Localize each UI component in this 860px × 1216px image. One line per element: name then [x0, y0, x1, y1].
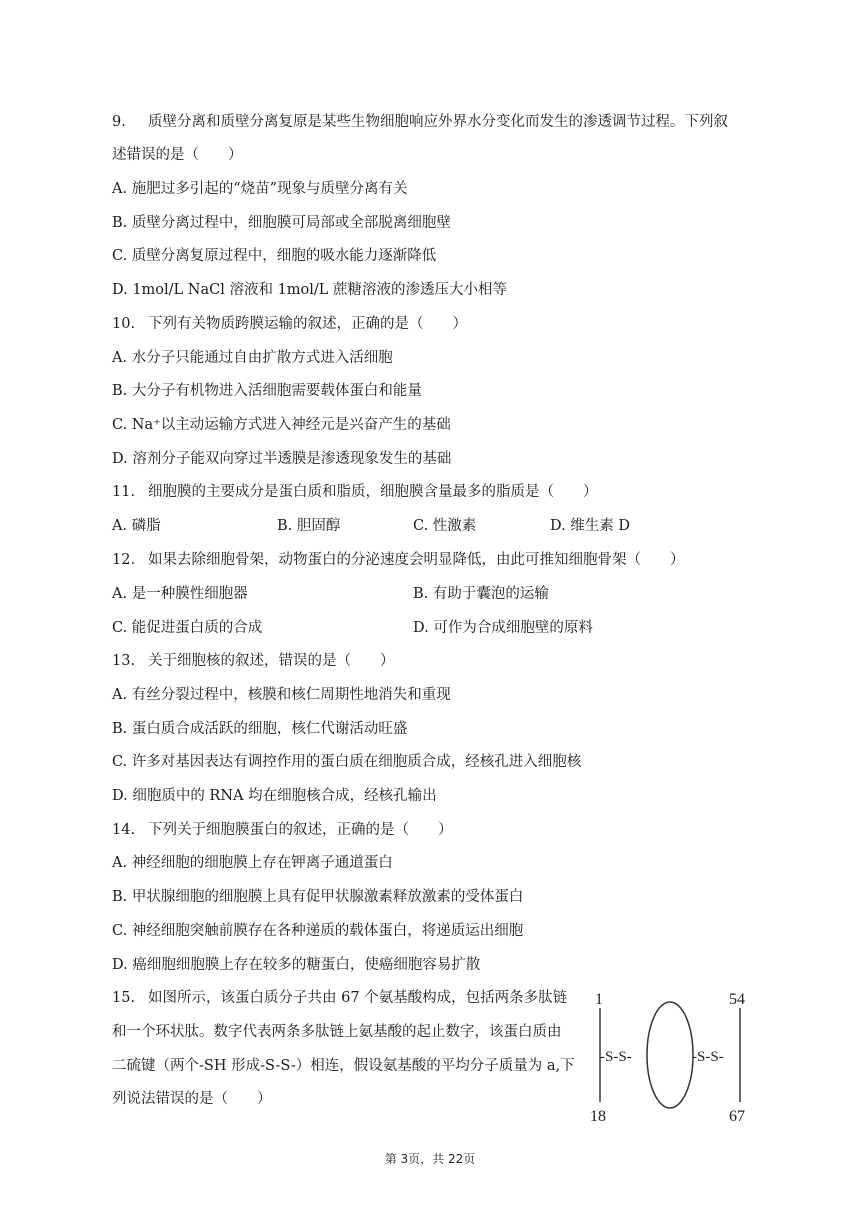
- cyclic-peptide: [647, 1002, 693, 1108]
- question-13-option-c: C. 许多对基因表达有调控作用的蛋白质在细胞质合成，经核孔进入细胞核: [112, 754, 582, 770]
- question-text: 关于细胞核的叙述，错误的是（ ）: [148, 653, 395, 669]
- question-text: 如果去除细胞骨架，动物蛋白的分泌速度会明显降低，由此可推知细胞骨架（ ）: [148, 552, 685, 568]
- question-13-stem: [112, 651, 395, 671]
- label-bottom-left: 18: [590, 1108, 606, 1125]
- question-number: 9.: [112, 114, 126, 130]
- protein-structure-figure: [585, 990, 765, 1130]
- page-footer: 第 3页，共 22页: [384, 1152, 476, 1166]
- question-10-option-b: B. 大分子有机物进入活细胞需要载体蛋白和能量: [112, 383, 422, 399]
- question-text: 细胞膜的主要成分是蛋白质和脂质，细胞膜含量最多的脂质是（ ）: [148, 484, 598, 500]
- question-12-option-b: B. 有助于囊泡的运输: [413, 586, 549, 602]
- question-13-option-b: B. 蛋白质合成活跃的细胞，核仁代谢活动旺盛: [112, 721, 408, 737]
- question-number: 10.: [112, 316, 136, 332]
- question-15-stem-line-3: 二硫键（两个-SH 形成-S-S-）相连，假设氨基酸的平均分子质量为 a,下: [112, 1058, 575, 1074]
- question-13-option-d: D. 细胞质中的 RNA 均在细胞核合成，经核孔输出: [112, 788, 437, 804]
- question-9-option-c: C. 质壁分离复原过程中，细胞的吸水能力逐渐降低: [112, 248, 437, 264]
- question-number: 11.: [112, 484, 136, 500]
- label-top-left: 1: [595, 991, 603, 1008]
- question-number: 14.: [112, 822, 136, 838]
- question-number: 13.: [112, 653, 136, 669]
- question-14-stem: [112, 820, 453, 840]
- question-11-option-c: C. 性激素: [413, 518, 477, 534]
- question-12-option-d: D. 可作为合成细胞壁的原料: [413, 620, 593, 636]
- question-number: 12.: [112, 552, 136, 568]
- question-9-option-d: D. 1mol/L NaCl 溶液和 1mol/L 蔗糖溶液的渗透压大小相等: [112, 282, 508, 298]
- question-15-stem-line-1: [112, 988, 567, 1008]
- question-14-option-d: D. 癌细胞细胞膜上存在较多的糖蛋白，使癌细胞容易扩散: [112, 957, 481, 973]
- question-14-option-c: C. 神经细胞突触前膜存在各种递质的载体蛋白，将递质运出细胞: [112, 923, 524, 939]
- question-10-option-d: D. 溶剂分子能双向穿过半透膜是渗透现象发生的基础: [112, 451, 452, 467]
- question-13-option-a: A. 有丝分裂过程中，核膜和核仁周期性地消失和重现: [112, 687, 451, 703]
- question-text: 如图所示，该蛋白质分子共由 67 个氨基酸构成，包括两条多肽链: [148, 990, 568, 1006]
- question-9-stem-line-1: [112, 112, 728, 132]
- label-bottom-right: 67: [729, 1108, 745, 1125]
- question-15-stem-line-2: 和一个环状肽。数字代表两条多肽链上氨基酸的起止数字，该蛋白质由: [112, 1024, 562, 1040]
- question-number: 15.: [112, 990, 136, 1006]
- label-top-right: 54: [729, 991, 745, 1008]
- question-10-stem: [112, 314, 467, 334]
- question-11-option-a: A. 磷脂: [112, 518, 161, 534]
- question-12-option-a: A. 是一种膜性细胞器: [112, 586, 248, 602]
- question-10-option-a: A. 水分子只能通过自由扩散方式进入活细胞: [112, 350, 393, 366]
- disulfide-bond-right: -S-S-: [692, 1049, 724, 1065]
- question-12-stem: [112, 550, 685, 570]
- question-11-option-b: B. 胆固醇: [277, 518, 341, 534]
- question-text: 下列有关物质跨膜运输的叙述，正确的是（ ）: [148, 316, 467, 332]
- question-12-option-c: C. 能促进蛋白质的合成: [112, 620, 263, 636]
- question-14-option-a: A. 神经细胞的细胞膜上存在钾离子通道蛋白: [112, 855, 393, 871]
- question-15-stem-line-4: 列说法错误的是（ ）: [112, 1091, 272, 1107]
- question-10-option-c: C. Na⁺以主动运输方式进入神经元是兴奋产生的基础: [112, 417, 451, 433]
- question-9-option-a: A. 施肥过多引起的“烧苗”现象与质壁分离有关: [112, 181, 408, 197]
- disulfide-bond-left: -S-S-: [600, 1049, 632, 1065]
- question-11-option-d: D. 维生素 D: [550, 518, 631, 534]
- question-11-stem: [112, 482, 598, 502]
- question-text: 质壁分离和质壁分离复原是某些生物细胞响应外界水分变化而发生的渗透调节过程。下列叙: [148, 114, 728, 130]
- question-14-option-b: B. 甲状腺细胞的细胞膜上具有促甲状腺激素释放激素的受体蛋白: [112, 889, 524, 905]
- question-9-stem-line-2: 述错误的是（ ）: [112, 147, 243, 163]
- question-9-option-b: B. 质壁分离过程中，细胞膜可局部或全部脱离细胞壁: [112, 215, 451, 231]
- question-text: 下列关于细胞膜蛋白的叙述，正确的是（ ）: [148, 822, 453, 838]
